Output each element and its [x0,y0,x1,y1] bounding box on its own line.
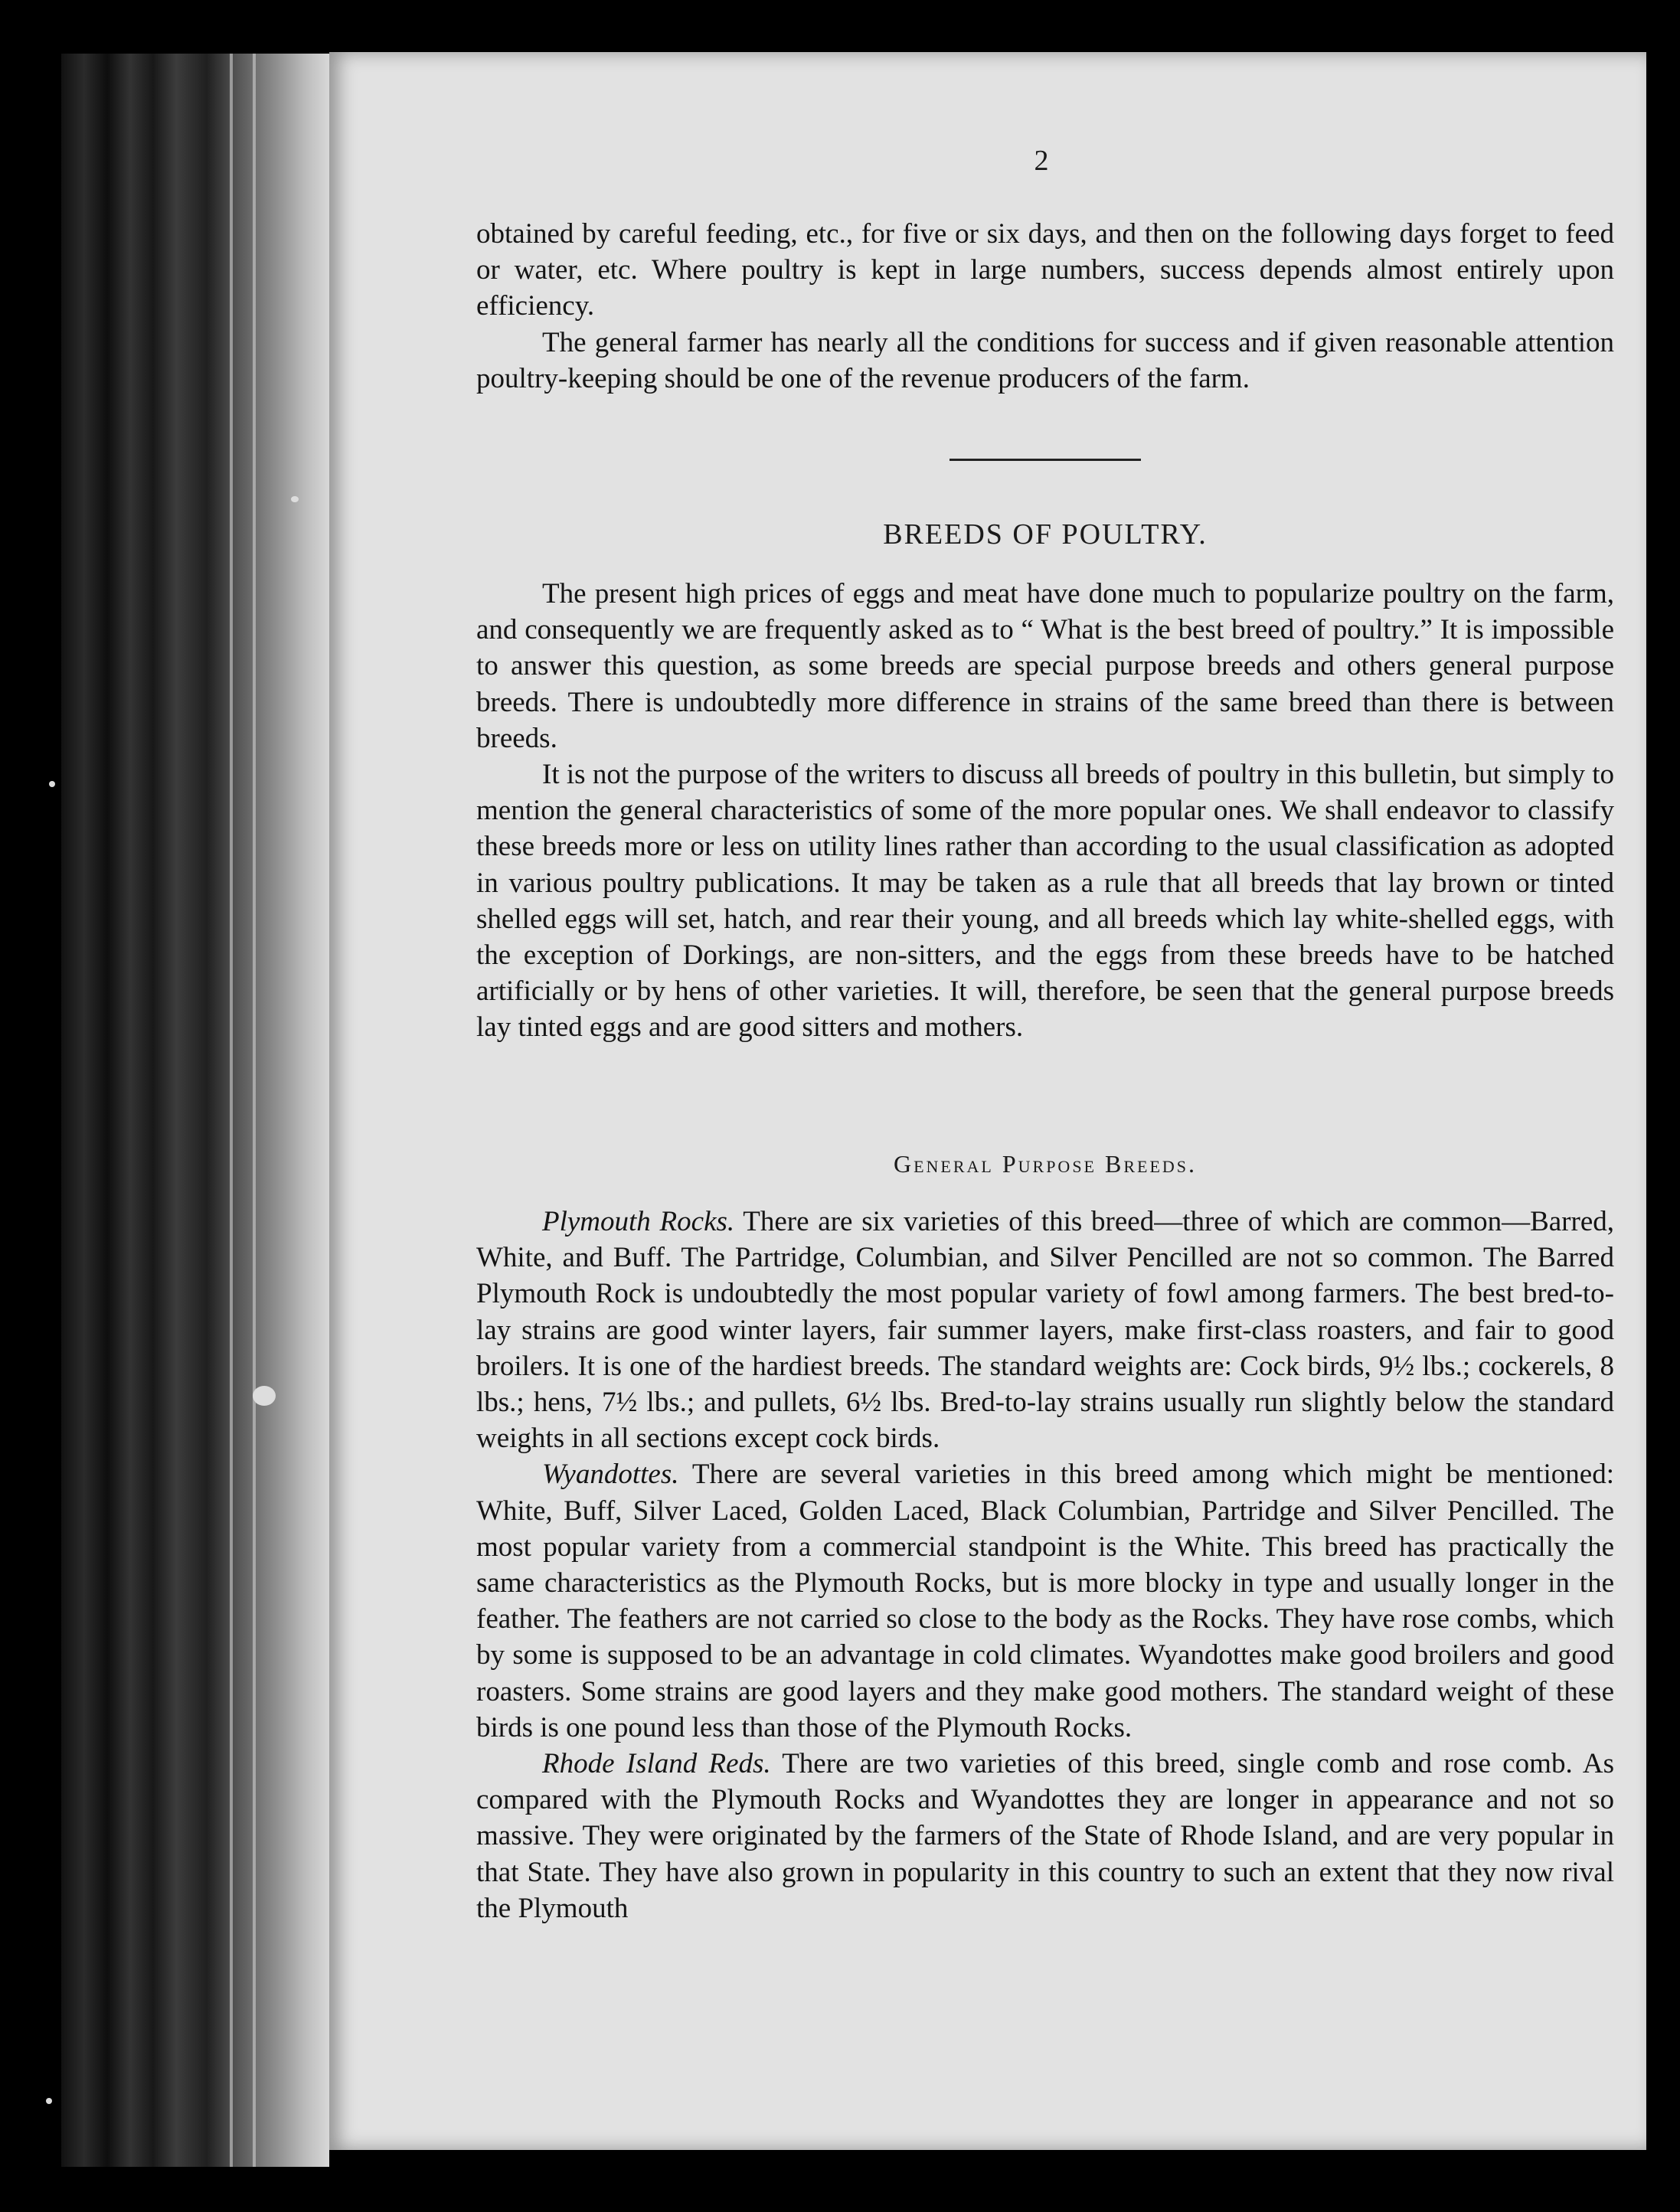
page-number: 2 [1034,145,1049,177]
subsection-title: General Purpose Breeds. [893,1150,1198,1178]
breed-text: There are two varieties of this breed, single comb and rose comb. As compared with the Plymouth Rocks and Wyandottes they are longer in appearance and not so massive. They were originated by the farmers of the State of Rhode Island, and are very popular in that State. They have also grown in popularity in this country to such an extent that they now rival the Plymouth [476,1748,1614,1924]
intro-paragraph: obtained by careful feeding, etc., for five or six days, and then on the following days forget to feed or water, etc. Where poultry is kept in large numbers, success depends almost entirely upon efficiency. [476,218,1614,322]
breeds-intro-paragraph: It is not the purpose of the writers to discuss all breeds of poultry in this bulletin, but simply to mention the general characteristics of some of the more popular ones. We shall endeavor to classify these breeds more or less on utility lines rather than according to the usual classification as adopted in various poultry publications. It may be taken as a rule that all breeds that lay brown or tinted shelled eggs will set, hatch, and rear their young, and all breeds which lay white-shelled eggs, with the exception of Dorkings, are non-sitters, and the eggs from these breeds have to be hatched artificially or by hens of other varieties. It will, therefore, be seen that the general purpose breeds lay tinted eggs and are good sitters and mothers. [476,759,1614,1044]
section-title: BREEDS OF POULTRY. [883,518,1208,551]
intro-text [476,216,1614,397]
breed-descriptions [476,1204,1614,1926]
intro-paragraph: The general farmer has nearly all the conditions for success and if given reasonable attention poultry-keeping should be one of the revenue producers of the farm. [476,326,1614,394]
breeds-intro-text [476,576,1614,1046]
section-divider [949,459,1141,461]
breeds-intro-paragraph: The present high prices of eggs and meat have done much to popularize poultry on the farm, and consequently we are frequently asked as to “ What is the best breed of poultry.” It is impossible to answer this question, as some breeds are special purpose breeds and others general purpose breeds. There is undoubtedly more difference in strains of the same breed than there is between breeds. [476,578,1614,754]
breed-paragraph-wyandottes [476,1456,1614,1746]
breed-paragraph-plymouth-rocks [476,1204,1614,1456]
binding-edge [253,54,256,2167]
breed-text: There are six varieties of this breed—three of which are common—Barred, White, and Buff. The Partridge, Columbian, and Silver Pencilled are not so common. The Barred Plymouth Rock is undoubtedly the most popular variety of fowl among farmers. The best bred-to-lay strains are good winter layers, fair summer layers, make first-class roasters, and fair to good broilers. It is one of the hardiest breeds. The standard weights are: Cock birds, 9½ lbs.; cockerels, 8 lbs.; hens, 7½ lbs.; and pullets, 6½ lbs. Bred-to-lay strains usually run slightly below the standard weights in all sections except cock birds. [476,1206,1614,1455]
scan-speck [49,781,55,787]
scan-speck [46,2098,52,2104]
breed-name: Plymouth Rocks. [542,1206,735,1237]
scan-speck [253,1386,276,1406]
scan-speck [291,496,299,502]
binding-edge [230,54,233,2167]
breed-text: There are several varieties in this breed among which might be mentioned: White, Buff, Silver Laced, Golden Laced, Black Columbian, Partridge and Silver Pencilled. The most popular variety from a commercial standpoint is the White. This breed has practically the same characteristics as the Plymouth Rocks, but is more blocky in type and usually longer in the feather. The feathers are not carried so close to the body as the Rocks. They have rose combs, which by some is supposed to be an advantage in cold climates. Wyandottes make good broilers and good roasters. Some strains are good layers and they make good mothers. The standard weight of these birds is one pound less than those of the Plymouth Rocks. [476,1459,1614,1743]
breed-paragraph-rhode-island-reds [476,1746,1614,1926]
breed-name: Rhode Island Reds. [542,1748,771,1780]
breed-name: Wyandottes. [542,1459,679,1491]
book-binding [61,54,329,2167]
